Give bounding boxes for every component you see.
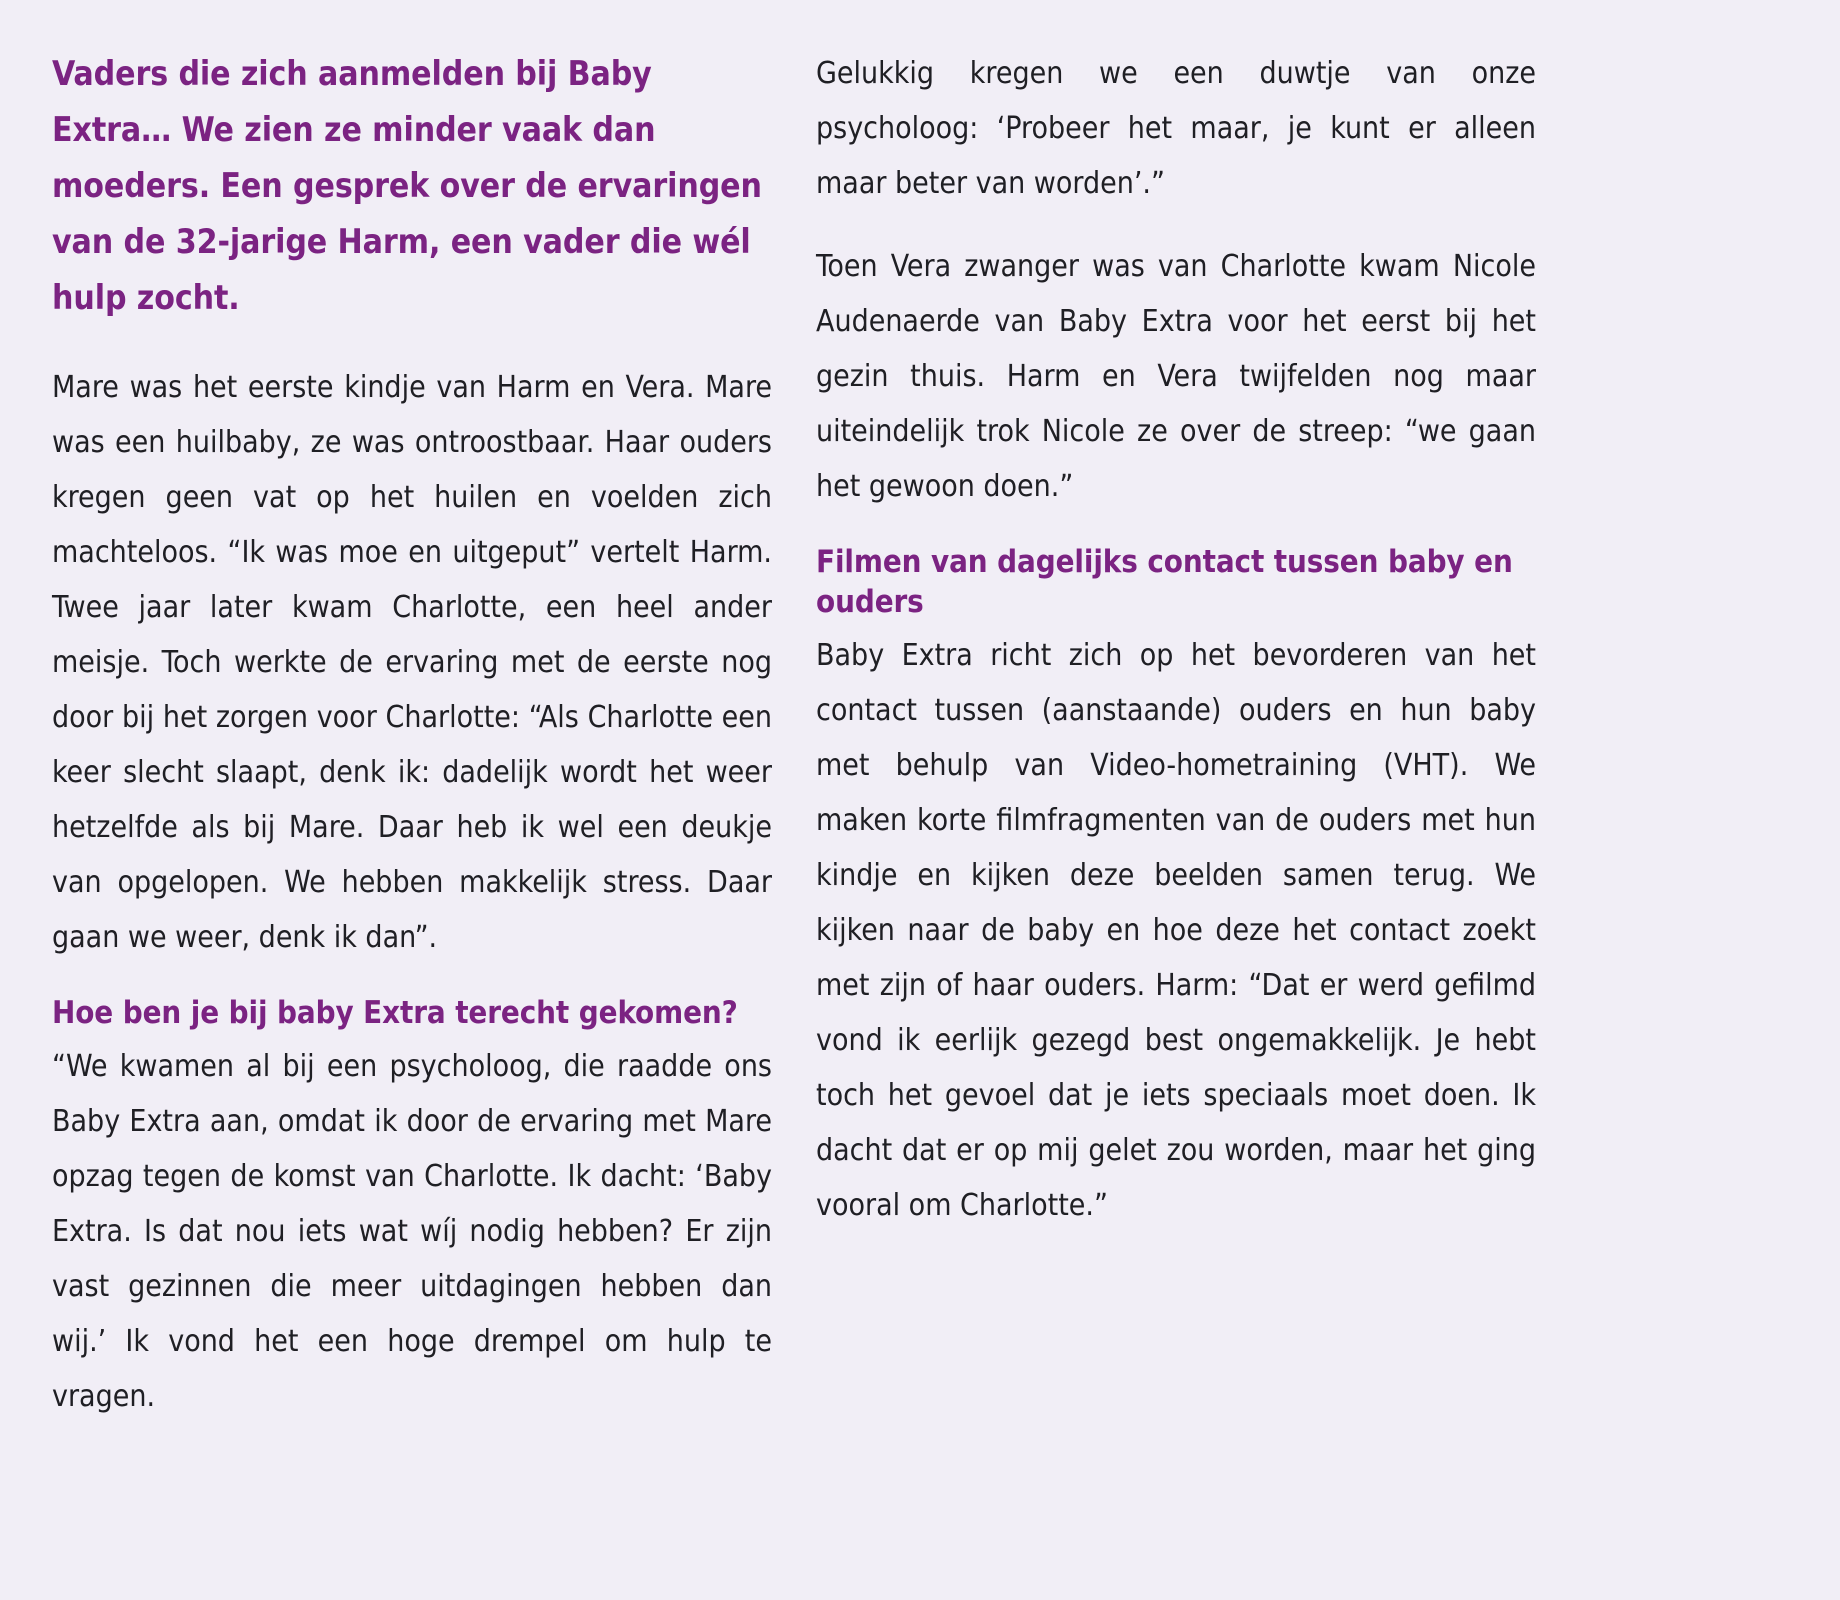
right-section-heading-1: Filmen van dagelijks contact tussen baby en ouders <box>816 544 1513 620</box>
right-column <box>816 46 1536 1233</box>
left-section-heading-1: Hoe ben je bij baby Extra terecht gekomen? <box>52 995 738 1031</box>
left-paragraph-2: “We kwamen al bij een psycholoog, die raadde ons Baby Extra aan, omdat ik door de ervaring met Mare opzag tegen de komst van Charlotte. Ik dacht: ‘Baby Extra. Is dat nou iets wat wíj nodig hebben? Er zijn vast gezinnen die meer uitdagingen hebben dan wij.’ Ik vond het een hoge drempel om hulp te vragen. <box>52 1049 772 1414</box>
lead-paragraph: Vaders die zich aanmelden bij Baby Extra… We zien ze minder vaak dan moeders. Een gesprek over de ervaringen van de 32-jarige Harm, een vader die wél hulp zocht. <box>52 54 762 317</box>
right-paragraph-2: Toen Vera zwanger was van Charlotte kwam Nicole Audenaerde van Baby Extra voor het eerst bij het gezin thuis. Harm en Vera twijfelden nog maar uiteindelijk trok Nicole ze over de streep: “we gaan het gewoon doen.” <box>816 249 1536 504</box>
left-paragraph-1: Mare was het eerste kindje van Harm en Vera. Mare was een huilbaby, ze was ontroostbaar. Haar ouders kregen geen vat op het huilen en voelden zich machteloos. “Ik was moe en uitgeput” vertelt Harm. Twee jaar later kwam Charlotte, een heel ander meisje. Toch werkte de ervaring met de eerste nog door bij het zorgen voor Charlotte: “Als Charlotte een keer slecht slaapt, denk ik: dadelijk wordt het weer hetzelfde als bij Mare. Daar heb ik wel een deukje van opgelopen. We hebben makkelijk stress. Daar gaan we weer, denk ik dan”. <box>52 370 772 955</box>
right-paragraph-1: Gelukkig kregen we een duwtje van onze psycholoog: ‘Probeer het maar, je kunt er alleen maar beter van worden’.” <box>816 56 1536 201</box>
two-column-layout <box>52 46 1788 1424</box>
right-paragraph-3: Baby Extra richt zich op het bevorderen van het contact tussen (aanstaande) ouders en hun baby met behulp van Video-hometraining (VHT). We maken korte filmfragmenten van de ouders met hun kindje en kijken deze beelden samen terug. We kijken naar de baby en hoe deze het contact zoekt met zijn of haar ouders. Harm: “Dat er werd gefilmd vond ik eerlijk gezegd best ongemakkelijk. Je hebt toch het gevoel dat je iets speciaals moet doen. Ik dacht dat er op mij gelet zou worden, maar het ging vooral om Charlotte.” <box>816 638 1536 1223</box>
left-column <box>52 46 772 1424</box>
